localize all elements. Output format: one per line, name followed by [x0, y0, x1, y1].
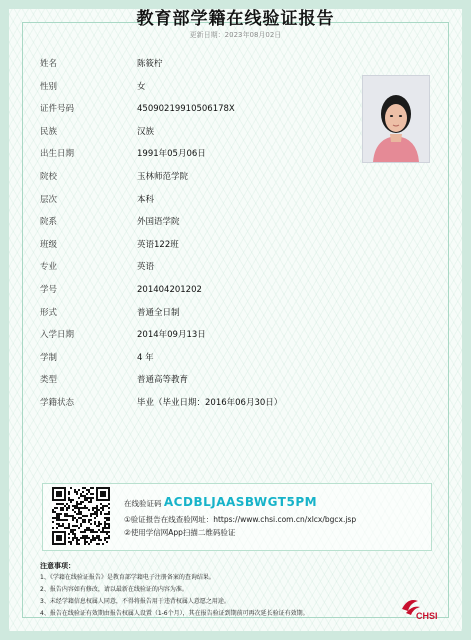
field-label: 学制	[40, 352, 58, 363]
field-value: 2014年09月13日	[137, 330, 206, 341]
field-label: 学号	[40, 285, 58, 295]
field-label: 民族	[40, 126, 58, 137]
verification-url-line[interactable]: ①验证报告在线查验网址：https://www.chsi.com.cn/xlcx/bgcx.jsp	[124, 515, 357, 524]
field-label: 院系	[40, 217, 58, 228]
field-value: 英语	[137, 262, 155, 273]
field-label: 班级	[40, 239, 58, 250]
note-item: 2、报告内容如有修改，请以最新在线验证的内容为准。	[40, 586, 188, 593]
field-label: 姓名	[40, 59, 58, 69]
update-date	[0, 30, 471, 40]
field-value: 女	[137, 81, 146, 92]
notes-title: 注意事项：	[40, 562, 75, 570]
field-value: 本科	[137, 194, 155, 205]
field-value: 1991年05月06日	[137, 149, 206, 160]
note-item: 4、报告在线验证有效期由报告权属人设置（1-6个月），其在报告验证到期前可再次延长验证有效期。	[40, 610, 309, 617]
note-item: 3、未经学籍信息权属人同意，不得将报告用于违背权属人意愿之用途。	[40, 598, 230, 605]
report-title: 教育部学籍在线验证报告	[136, 9, 335, 29]
field-value: 45090219910506178X	[137, 104, 235, 115]
update-date-label: 更新日期：	[189, 31, 225, 39]
field-label: 证件号码	[40, 104, 75, 115]
field-label: 性别	[40, 81, 58, 92]
qr-code[interactable]	[52, 487, 110, 545]
field-value: 毕业（毕业日期：2016年06月30日）	[137, 398, 283, 408]
chsi-logo	[398, 595, 442, 621]
field-value: 4 年	[137, 352, 154, 363]
field-value: 201404201202	[137, 285, 202, 295]
verification-code-label: 在线验证码	[124, 499, 162, 508]
note-item: 1、《学籍在线验证报告》是教育部学籍电子注册备案的查询结果。	[40, 574, 215, 581]
field-label: 类型	[40, 375, 58, 386]
field-label: 层次	[40, 194, 58, 205]
field-value: 玉林师范学院	[137, 172, 189, 182]
field-label: 入学日期	[40, 330, 75, 341]
field-value: 英语122班	[137, 239, 179, 250]
field-label: 院校	[40, 172, 58, 182]
field-label: 出生日期	[40, 149, 75, 160]
field-value: 外国语学院	[137, 217, 180, 228]
field-value: 陈筱柠	[137, 59, 163, 69]
field-value: 汉族	[137, 126, 155, 137]
verification-code-line	[124, 495, 317, 509]
chsi-logo-text: CHSI	[416, 611, 438, 621]
field-value: 普通全日制	[137, 307, 180, 318]
field-value: 普通高等教育	[137, 375, 189, 386]
field-label: 形式	[40, 307, 58, 318]
update-date-value: 2023年08月02日	[224, 31, 282, 39]
student-photo	[362, 75, 430, 163]
field-label: 专业	[40, 262, 58, 273]
verification-code[interactable]: ACDBLJAASBWGT5PM	[163, 495, 318, 509]
field-label: 学籍状态	[40, 398, 75, 408]
verification-app-line: ②使用学信网App扫描二维码验证	[124, 528, 236, 537]
